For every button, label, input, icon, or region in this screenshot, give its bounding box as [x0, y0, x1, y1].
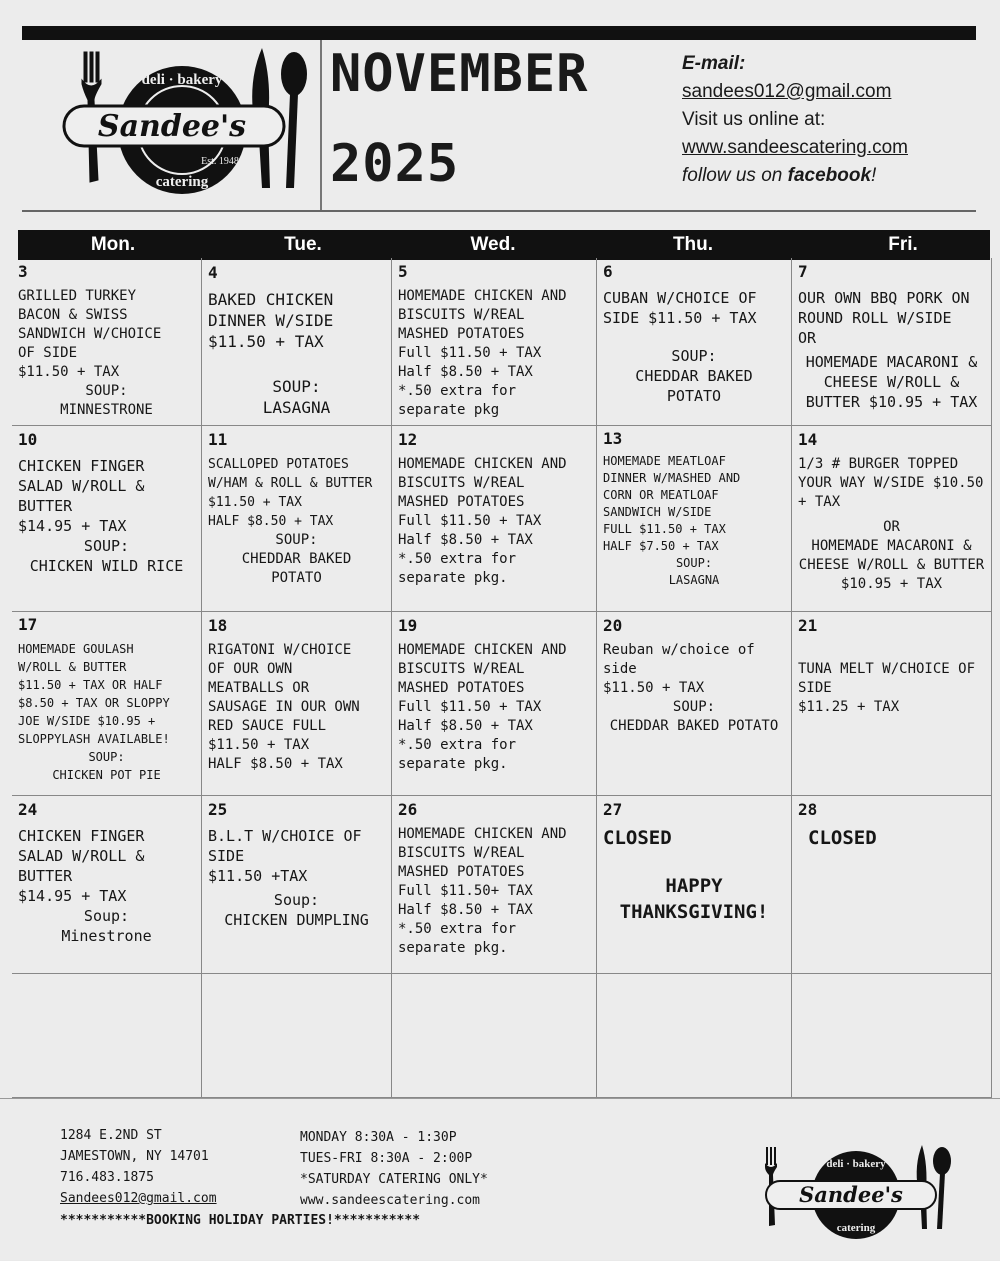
- day-number: 13: [603, 429, 623, 448]
- weekday-header: [18, 230, 990, 260]
- menu-item: HOMEMADE GOULASH W/ROLL & BUTTER $11.50 + TAX OR HALF $8.50 + TAX OR SLOPPY JOE W/SIDE $10.95 + SLOPPYLASH AVAILABLE!: [18, 642, 170, 746]
- day-number: 14: [798, 430, 818, 449]
- day-cell: [12, 612, 202, 796]
- closed-label: CLOSED: [603, 827, 672, 849]
- day-header-tue: Tue.: [284, 234, 322, 255]
- logo-est: Est. 1948: [201, 156, 239, 167]
- year-title: 2025: [330, 134, 460, 194]
- day-number: 20: [603, 616, 623, 635]
- menu-item: Reuban w/choice of side $11.50 + TAX: [603, 642, 755, 696]
- day-number: 25: [208, 800, 228, 819]
- menu-item: BAKED CHICKEN DINNER W/SIDE $11.50 + TAX: [208, 290, 334, 351]
- day-number: 10: [18, 430, 38, 449]
- day-cell: [12, 796, 202, 974]
- day-number: 24: [18, 800, 38, 819]
- day-cell: [792, 258, 992, 426]
- soup-text: Soup: CHICKEN DUMPLING: [224, 891, 369, 929]
- soup-text: Soup: Minestrone: [61, 907, 152, 945]
- menu-item: B.L.T W/CHOICE OF SIDE $11.50 +TAX: [208, 827, 362, 885]
- day-number: 4: [208, 263, 218, 282]
- day-header-thu: Thu.: [672, 234, 714, 255]
- website-link[interactable]: www.sandeescatering.com: [682, 137, 908, 158]
- day-cell: [792, 426, 992, 612]
- day-number: 7: [798, 262, 808, 281]
- day-cell: [202, 258, 392, 426]
- day-number: 17: [18, 615, 38, 634]
- day-number: 26: [398, 800, 418, 819]
- empty-cell: [792, 974, 992, 1098]
- spoon-icon: [933, 1147, 951, 1229]
- logo-box: [22, 40, 322, 210]
- soup-text: OR HOMEMADE MACARONI & CHEESE W/ROLL & BUTTER $10.95 + TAX: [798, 519, 985, 592]
- menu-item: HOMEMADE CHICKEN AND BISCUITS W/REAL MASHED POTATOES Full $11.50 + TAX Half $8.50 + TAX *.50 extra for separate pkg.: [398, 456, 567, 586]
- logo-name: Sandee's: [97, 109, 247, 144]
- menu-item: CHICKEN FINGER SALAD W/ROLL & BUTTER $14.95 + TAX: [18, 827, 145, 905]
- day-cell: [597, 612, 792, 796]
- menu-item: 1/3 # BURGER TOPPED YOUR WAY W/SIDE $10.50 + TAX: [798, 456, 984, 510]
- day-cell: [12, 258, 202, 426]
- day-number: 11: [208, 430, 228, 449]
- booking-banner: ***********BOOKING HOLIDAY PARTIES!***********: [60, 1213, 421, 1228]
- day-number: 6: [603, 262, 613, 281]
- menu-item: GRILLED TURKEY BACON & SWISS SANDWICH W/CHOICE OF SIDE $11.50 + TAX: [18, 288, 162, 380]
- day-cell: [792, 612, 992, 796]
- menu-item: CHICKEN FINGER SALAD W/ROLL & BUTTER $14.95 + TAX: [18, 457, 145, 535]
- email-link[interactable]: sandees012@gmail.com: [682, 81, 892, 102]
- soup-text: SOUP: CHEDDAR BAKED POTATO: [609, 699, 779, 734]
- soup-text: SOUP: CHEDDAR BAKED POTATO: [635, 347, 753, 405]
- soup-text: SOUP: CHEDDAR BAKED POTATO: [241, 532, 352, 586]
- empty-cell: [202, 974, 392, 1098]
- menu-item: RIGATONI W/CHOICE OF OUR OWN MEATBALLS OR SAUSAGE IN OUR OWN RED SAUCE FULL $11.50 + TAX HALF $8.50 + TAX: [208, 642, 360, 772]
- menu-item: SCALLOPED POTATOES W/HAM & ROLL & BUTTER $11.50 + TAX HALF $8.50 + TAX: [208, 457, 373, 529]
- menu-item: OUR OWN BBQ PORK ON ROUND ROLL W/SIDE OR: [798, 289, 970, 347]
- address-text: 1284 E.2ND ST JAMESTOWN, NY 14701 716.483.1875: [60, 1128, 209, 1185]
- sandees-logo: [22, 40, 320, 210]
- day-header-fri: Fri.: [888, 234, 918, 255]
- day-cell: [12, 426, 202, 612]
- day-number: 28: [798, 800, 818, 819]
- day-header-wed: Wed.: [470, 234, 516, 255]
- menu-item: HOMEMADE CHICKEN AND BISCUITS W/REAL MASHED POTATOES Full $11.50 + TAX Half $8.50 + TAX *.50 extra for separate pkg.: [398, 642, 567, 772]
- top-rule: [22, 26, 976, 40]
- footer-email-link[interactable]: Sandees012@gmail.com: [60, 1191, 217, 1206]
- soup-text: HOMEMADE MACARONI & CHEESE W/ROLL & BUTTER $10.95 + TAX: [805, 353, 978, 411]
- follow-end: !: [871, 165, 877, 186]
- footer: [0, 1098, 1000, 1261]
- footer-address: [60, 1125, 217, 1209]
- empty-cell: [12, 974, 202, 1098]
- calendar-grid: [12, 258, 992, 1098]
- day-cell: [792, 796, 992, 974]
- facebook-text: facebook: [787, 165, 872, 186]
- soup-text: SOUP: CHICKEN POT PIE: [52, 750, 161, 782]
- footer-logo: [756, 1139, 966, 1249]
- footer-logo-name: Sandee's: [799, 1182, 903, 1207]
- footer-hours: MONDAY 8:30A - 1:30P TUES-FRI 8:30A - 2:00P *SATURDAY CATERING ONLY* www.sandeescatering.com: [300, 1130, 488, 1208]
- day-cell: [597, 426, 792, 612]
- day-cell: [202, 426, 392, 612]
- menu-item: HOMEMADE MEATLOAF DINNER W/MASHED AND CORN OR MEATLOAF SANDWICH W/SIDE FULL $11.50 + TAX HALF $7.50 + TAX: [603, 454, 741, 553]
- email-label: E-mail:: [682, 53, 746, 74]
- thanksgiving-text: HAPPY THANKSGIVING!: [619, 875, 769, 923]
- follow-text: follow us on: [682, 165, 788, 186]
- soup-text: SOUP: LASAGNA: [262, 377, 331, 417]
- day-number: 21: [798, 616, 818, 635]
- closed-label: CLOSED: [808, 827, 877, 849]
- month-title: NOVEMBER: [330, 44, 589, 104]
- logo-bottom-text: catering: [155, 174, 209, 190]
- menu-item: HOMEMADE CHICKEN AND BISCUITS W/REAL MASHED POTATOES Full $11.50 + TAX Half $8.50 + TAX *.50 extra for separate pkg: [398, 288, 567, 418]
- day-number: 12: [398, 430, 418, 449]
- logo-top-text: deli · bakery: [141, 72, 223, 88]
- day-number: 19: [398, 616, 418, 635]
- day-number: 5: [398, 262, 408, 281]
- soup-text: SOUP: LASAGNA: [668, 556, 720, 587]
- day-cell: [202, 612, 392, 796]
- visit-label: Visit us online at:: [682, 109, 826, 130]
- menu-item: CUBAN W/CHOICE OF SIDE $11.50 + TAX: [603, 289, 757, 327]
- menu-item: HOMEMADE CHICKEN AND BISCUITS W/REAL MASHED POTATOES Full $11.50+ TAX Half $8.50 + TAX *.50 extra for separate pkg.: [398, 826, 567, 956]
- day-cell: [597, 796, 792, 974]
- day-number: 27: [603, 800, 623, 819]
- day-cell: [392, 426, 597, 612]
- day-cell: [392, 258, 597, 426]
- contact-block: [682, 50, 908, 190]
- day-cell: [597, 258, 792, 426]
- menu-item: TUNA MELT W/CHOICE OF SIDE $11.25 + TAX: [798, 661, 976, 715]
- day-cell: [392, 612, 597, 796]
- day-cell: [202, 796, 392, 974]
- day-number: 3: [18, 262, 28, 281]
- footer-logo-bottom: catering: [836, 1222, 876, 1234]
- day-header-mon: Mon.: [90, 234, 136, 255]
- empty-cell: [392, 974, 597, 1098]
- day-number: 18: [208, 616, 228, 635]
- soup-text: SOUP: CHICKEN WILD RICE: [29, 537, 184, 575]
- soup-text: SOUP: MINNESTRONE: [60, 383, 153, 418]
- footer-logo-top: deli · bakery: [826, 1158, 886, 1170]
- spoon-icon: [281, 52, 307, 188]
- empty-cell: [597, 974, 792, 1098]
- day-cell: [392, 796, 597, 974]
